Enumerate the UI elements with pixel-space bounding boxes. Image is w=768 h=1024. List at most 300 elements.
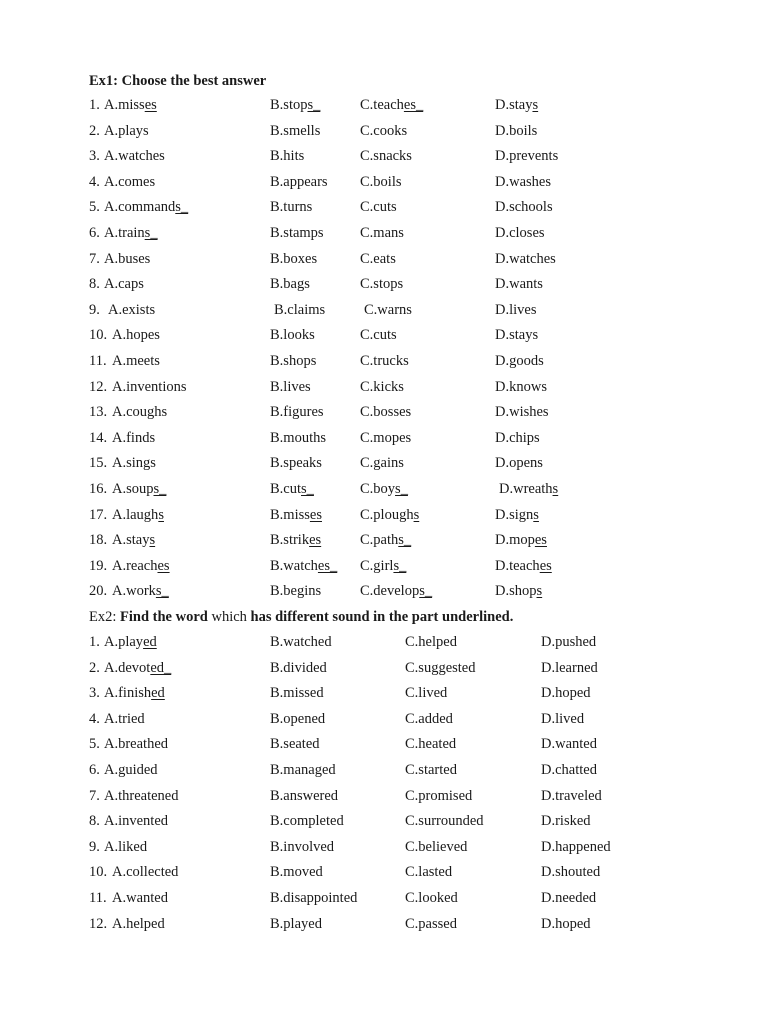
question-number: 7.: [89, 250, 100, 267]
answer-option-c: [360, 481, 408, 498]
underlined-part: s_: [398, 532, 412, 549]
answer-option-b: [274, 302, 325, 319]
answer-option-c: [360, 583, 432, 600]
option-text: A.buses: [104, 250, 151, 267]
option-text: D.closes: [495, 225, 545, 241]
option-text: B.hits: [270, 148, 305, 165]
answer-option-b: [270, 711, 325, 728]
question-number: 18.: [89, 532, 108, 549]
answer-option-d: [541, 736, 597, 753]
underlined-part: s_: [393, 557, 407, 574]
question-number: 5.: [89, 736, 100, 753]
option-text: C.mans: [360, 225, 404, 241]
question-number: 2.: [89, 659, 100, 676]
underlined-part: es_: [403, 97, 424, 113]
option-text: C.warns: [364, 301, 412, 318]
option-text: A.soup: [112, 481, 154, 497]
underlined-part: s_: [175, 199, 189, 216]
option-text: A.laugh: [112, 506, 159, 523]
option-text: A.play: [104, 634, 144, 650]
option-text: B.watch: [270, 557, 318, 574]
answer-option-d: [495, 199, 553, 216]
answer-option-a: [104, 813, 168, 830]
option-text: C.suggested: [405, 659, 476, 676]
answer-option-c: [360, 225, 404, 242]
answer-option-a: [112, 558, 170, 575]
ex1-label: Ex1:: [89, 73, 118, 89]
answer-option-b: [270, 736, 320, 753]
question-number: 11.: [89, 353, 107, 369]
ex2-question-row: [0, 736, 768, 760]
underlined-part: s_: [395, 481, 408, 497]
answer-option-d: [495, 148, 558, 165]
ex1-question-row: [0, 558, 768, 582]
answer-option-a: [104, 251, 150, 268]
question-number: 13.: [89, 404, 108, 421]
option-text: C.lived: [405, 685, 448, 702]
answer-option-b: [270, 583, 321, 600]
ex2-question-row: [0, 813, 768, 837]
answer-option-d: [495, 455, 543, 472]
underlined-part: s_: [419, 583, 433, 600]
option-text: B.figures: [270, 404, 324, 421]
question-number: 20.: [89, 583, 108, 600]
question-number: 7.: [89, 787, 100, 804]
option-text: C.passed: [405, 915, 457, 932]
answer-option-b: [270, 634, 332, 651]
option-text: C.trucks: [360, 353, 409, 369]
option-text: D.lives: [495, 301, 537, 318]
option-text: C.kicks: [360, 378, 404, 395]
option-text: C.promised: [405, 787, 473, 804]
answer-option-d: [541, 634, 596, 651]
option-text: C.eats: [360, 250, 396, 267]
answer-option-b: [270, 685, 324, 702]
answer-option-b: [270, 481, 314, 498]
underlined-part: es_: [317, 557, 338, 574]
option-text: D.sign: [495, 506, 534, 523]
ex1-question-row: [0, 276, 768, 300]
option-text: D.risked: [541, 813, 591, 830]
option-text: B.seated: [270, 736, 320, 753]
option-text: A.tried: [104, 710, 145, 727]
answer-option-c: [360, 353, 409, 370]
option-text: C.stops: [360, 276, 404, 293]
answer-option-a: [112, 532, 155, 549]
answer-option-c: [405, 788, 472, 805]
option-text: D.wants: [495, 276, 543, 293]
answer-option-c: [360, 148, 412, 165]
answer-option-c: [405, 813, 484, 830]
ex1-question-row: [0, 174, 768, 198]
answer-option-d: [495, 327, 538, 344]
option-text: C.teach: [360, 97, 404, 113]
answer-option-b: [270, 507, 322, 524]
answer-option-d: [541, 711, 584, 728]
answer-option-a: [104, 839, 147, 856]
option-text: B.lives: [270, 378, 311, 395]
answer-option-b: [270, 174, 328, 191]
answer-option-b: [270, 148, 304, 165]
answer-option-d: [495, 251, 556, 268]
option-text: C.believed: [405, 838, 468, 855]
answer-option-d: [495, 507, 539, 524]
option-text: A.finds: [112, 429, 156, 446]
answer-option-d: [541, 660, 598, 677]
answer-option-c: [360, 455, 404, 472]
option-text: A.hopes: [112, 327, 160, 344]
underlined-part: ed_: [150, 659, 172, 676]
underlined-part: s: [536, 583, 543, 600]
option-text: C.gains: [360, 455, 404, 472]
option-text: C.path: [360, 532, 399, 549]
answer-option-b: [270, 864, 323, 881]
answer-option-a: [104, 123, 149, 140]
option-text: B.opened: [270, 710, 326, 727]
option-text: D.happened: [541, 838, 611, 855]
answer-option-c: [360, 558, 406, 575]
question-number: 19.: [89, 557, 108, 574]
option-text: B.disappointed: [270, 890, 358, 906]
answer-option-d: [541, 839, 611, 856]
answer-option-b: [270, 532, 321, 549]
answer-option-b: [270, 251, 317, 268]
option-text: A.caps: [104, 276, 144, 293]
option-text: D.chatted: [541, 762, 597, 778]
question-number: 10.: [89, 327, 108, 344]
underlined-part: s: [149, 532, 156, 549]
answer-option-d: [541, 916, 591, 933]
answer-option-d: [495, 302, 536, 319]
option-text: B.boxes: [270, 250, 318, 267]
option-text: B.looks: [270, 327, 315, 344]
ex1-heading: [89, 73, 266, 90]
option-text: D.lived: [541, 710, 585, 727]
option-text: A.breathed: [104, 736, 169, 753]
question-number: 6.: [89, 762, 100, 778]
option-text: A.meets: [112, 353, 160, 369]
answer-option-b: [270, 430, 326, 447]
ex1-question-row: [0, 327, 768, 351]
answer-option-a: [104, 225, 158, 242]
answer-option-d: [495, 558, 552, 575]
option-text: A.liked: [104, 838, 148, 855]
question-number: 4.: [89, 710, 100, 727]
option-text: A.collected: [112, 864, 179, 881]
answer-option-a: [104, 711, 145, 728]
option-text: D.traveled: [541, 787, 602, 804]
option-text: D.hoped: [541, 915, 591, 932]
answer-option-a: [112, 455, 156, 472]
ex1-question-row: [0, 430, 768, 454]
answer-option-c: [405, 685, 447, 702]
option-text: D.wreath: [499, 481, 553, 497]
answer-option-a: [112, 430, 155, 447]
underlined-part: s_: [144, 225, 158, 241]
answer-option-b: [270, 762, 336, 779]
question-number: 14.: [89, 429, 108, 446]
option-text: B.shops: [270, 353, 317, 369]
ex1-title: Choose the best answer: [121, 73, 267, 89]
answer-option-d: [499, 481, 558, 498]
option-text: C.added: [405, 710, 453, 727]
answer-option-c: [405, 916, 457, 933]
ex2-question-row: [0, 711, 768, 735]
answer-option-a: [104, 174, 155, 191]
ex1-question-row: [0, 123, 768, 147]
answer-option-c: [360, 507, 419, 524]
option-text: A.invented: [104, 813, 169, 830]
option-text: C.started: [405, 762, 457, 778]
answer-option-c: [405, 890, 458, 907]
option-text: A.wanted: [112, 890, 168, 906]
answer-option-c: [405, 660, 475, 677]
option-text: A.sings: [112, 455, 156, 472]
underlined-part: s_: [153, 481, 167, 497]
answer-option-a: [104, 199, 188, 216]
ex2-question-row: [0, 660, 768, 684]
option-text: B.played: [270, 915, 322, 932]
answer-option-a: [104, 148, 165, 165]
answer-option-c: [405, 711, 453, 728]
answer-option-b: [270, 916, 322, 933]
answer-option-b: [270, 813, 344, 830]
underlined-part: s_: [155, 583, 169, 600]
option-text: C.helped: [405, 634, 457, 650]
question-number: 3.: [89, 685, 100, 702]
answer-option-c: [360, 430, 411, 447]
answer-option-b: [270, 455, 322, 472]
underlined-part: ed: [143, 634, 157, 650]
ex1-question-row: [0, 353, 768, 377]
option-text: D.mop: [495, 532, 535, 549]
answer-option-a: [104, 762, 158, 779]
option-text: D.shop: [495, 583, 537, 600]
option-text: A.coughs: [112, 404, 168, 421]
answer-option-c: [360, 276, 403, 293]
underlined-part: s: [532, 97, 539, 113]
option-text: A.work: [112, 583, 156, 600]
answer-option-a: [104, 276, 144, 293]
answer-option-b: [270, 276, 310, 293]
option-text: B.claims: [274, 301, 326, 318]
answer-option-a: [104, 788, 178, 805]
answer-option-a: [112, 353, 160, 370]
answer-option-b: [270, 353, 316, 370]
ex1-question-row: [0, 455, 768, 479]
answer-option-b: [270, 558, 337, 575]
answer-option-d: [495, 97, 538, 114]
answer-option-d: [495, 174, 551, 191]
question-number: 9.: [89, 301, 100, 318]
answer-option-d: [541, 813, 591, 830]
answer-option-a: [112, 507, 164, 524]
answer-option-a: [108, 302, 155, 319]
answer-option-d: [495, 404, 549, 421]
answer-option-b: [270, 660, 327, 677]
answer-option-d: [495, 225, 545, 242]
option-text: B.missed: [270, 685, 324, 702]
option-text: C.heated: [405, 736, 457, 753]
option-text: C.cuts: [360, 327, 397, 344]
ex2-question-row: [0, 788, 768, 812]
answer-option-c: [364, 302, 412, 319]
option-text: D.watches: [495, 250, 556, 267]
answer-option-a: [112, 379, 187, 396]
question-number: 17.: [89, 506, 108, 523]
option-text: A.reach: [112, 557, 158, 574]
ex2-question-row: [0, 762, 768, 786]
answer-option-d: [495, 532, 547, 549]
question-number: 1.: [89, 634, 100, 650]
option-text: B.managed: [270, 762, 336, 778]
option-text: C.plough: [360, 506, 414, 523]
option-text: B.moved: [270, 864, 323, 881]
option-text: C.lasted: [405, 864, 453, 881]
option-text: B.speaks: [270, 455, 322, 472]
answer-option-a: [104, 97, 157, 114]
question-number: 9.: [89, 838, 100, 855]
option-text: B.divided: [270, 659, 327, 676]
option-text: D.washes: [495, 173, 551, 190]
answer-option-c: [360, 379, 404, 396]
option-text: B.appears: [270, 173, 328, 190]
answer-option-a: [104, 634, 157, 651]
option-text: C.cooks: [360, 122, 408, 139]
option-text: B.begins: [270, 583, 322, 600]
answer-option-b: [270, 379, 311, 396]
answer-option-c: [360, 174, 402, 191]
underlined-part: s_: [301, 481, 314, 497]
question-number: 1.: [89, 97, 100, 113]
answer-option-d: [541, 685, 591, 702]
question-number: 15.: [89, 455, 108, 472]
option-text: C.surrounded: [405, 813, 484, 830]
option-text: D.schools: [495, 199, 553, 216]
answer-option-d: [495, 276, 543, 293]
question-number: 4.: [89, 173, 100, 190]
option-text: D.stays: [495, 327, 539, 344]
answer-option-a: [104, 685, 165, 702]
option-text: C.cuts: [360, 199, 397, 216]
answer-option-c: [360, 123, 407, 140]
answer-option-c: [405, 736, 456, 753]
option-text: D.hoped: [541, 685, 591, 702]
option-text: B.smells: [270, 122, 321, 139]
option-text: D.pushed: [541, 634, 597, 650]
option-text: B.strik: [270, 532, 310, 549]
underlined-part: s_: [307, 97, 321, 113]
ex1-question-row: [0, 507, 768, 531]
underlined-part: s: [413, 506, 420, 523]
answer-option-a: [112, 916, 165, 933]
underlined-part: s: [158, 506, 164, 523]
answer-option-b: [270, 839, 334, 856]
answer-option-b: [270, 327, 315, 344]
option-text: C.snacks: [360, 148, 412, 165]
option-text: A.guided: [104, 762, 158, 778]
underlined-part: es: [309, 506, 322, 523]
option-text: A.inventions: [112, 378, 187, 395]
ex1-question-row: [0, 404, 768, 428]
ex2-title-part-3: has different sound in the part underlined.: [250, 609, 514, 625]
answer-option-d: [541, 864, 600, 881]
question-number: 8.: [89, 276, 100, 293]
option-text: B.mouths: [270, 429, 326, 446]
answer-option-b: [270, 123, 320, 140]
underlined-part: s: [533, 506, 539, 523]
option-text: D.opens: [495, 455, 543, 472]
option-text: C.girl: [360, 557, 394, 574]
option-text: B.miss: [270, 506, 310, 523]
answer-option-a: [104, 736, 168, 753]
answer-option-c: [405, 839, 467, 856]
ex1-question-row: [0, 583, 768, 607]
answer-option-c: [360, 327, 397, 344]
option-text: B.stamps: [270, 225, 324, 241]
option-text: C.looked: [405, 890, 458, 906]
ex1-question-row: [0, 225, 768, 249]
answer-option-d: [495, 430, 540, 447]
underlined-part: s: [552, 481, 559, 497]
answer-option-d: [495, 353, 544, 370]
option-text: D.knows: [495, 378, 547, 395]
option-text: B.stop: [270, 97, 308, 113]
option-text: D.needed: [541, 890, 597, 906]
option-text: D.wishes: [495, 404, 549, 421]
underlined-part: es: [157, 557, 170, 574]
ex1-question-row: [0, 148, 768, 172]
option-text: B.answered: [270, 787, 339, 804]
ex1-question-row: [0, 97, 768, 121]
ex1-question-row: [0, 379, 768, 403]
question-number: 5.: [89, 199, 100, 216]
option-text: B.completed: [270, 813, 344, 830]
question-number: 8.: [89, 813, 100, 830]
ex2-question-row: [0, 890, 768, 914]
option-text: A.miss: [104, 97, 145, 113]
underlined-part: es: [309, 532, 322, 549]
answer-option-a: [112, 481, 166, 498]
answer-option-c: [360, 404, 411, 421]
answer-option-d: [495, 583, 542, 600]
ex1-question-row: [0, 481, 768, 505]
ex2-label: Ex2:: [89, 609, 117, 625]
option-text: D.stay: [495, 97, 533, 113]
answer-option-c: [360, 532, 411, 549]
answer-option-b: [270, 199, 312, 216]
answer-option-a: [112, 890, 168, 907]
answer-option-c: [360, 251, 396, 268]
answer-option-c: [405, 634, 457, 651]
option-text: D.boils: [495, 122, 538, 139]
answer-option-b: [270, 890, 357, 907]
ex1-question-row: [0, 199, 768, 223]
answer-option-a: [112, 327, 160, 344]
ex1-question-row: [0, 251, 768, 275]
answer-option-b: [270, 788, 338, 805]
question-number: 2.: [89, 122, 100, 139]
option-text: C.boy: [360, 481, 396, 497]
option-text: B.turns: [270, 199, 313, 216]
answer-option-a: [112, 583, 169, 600]
ex2-title-part-1: Find the word: [120, 609, 208, 625]
option-text: B.bags: [270, 276, 310, 293]
answer-option-a: [112, 864, 178, 881]
question-number: 16.: [89, 481, 108, 497]
option-text: B.involved: [270, 838, 335, 855]
option-text: D.prevents: [495, 148, 559, 165]
